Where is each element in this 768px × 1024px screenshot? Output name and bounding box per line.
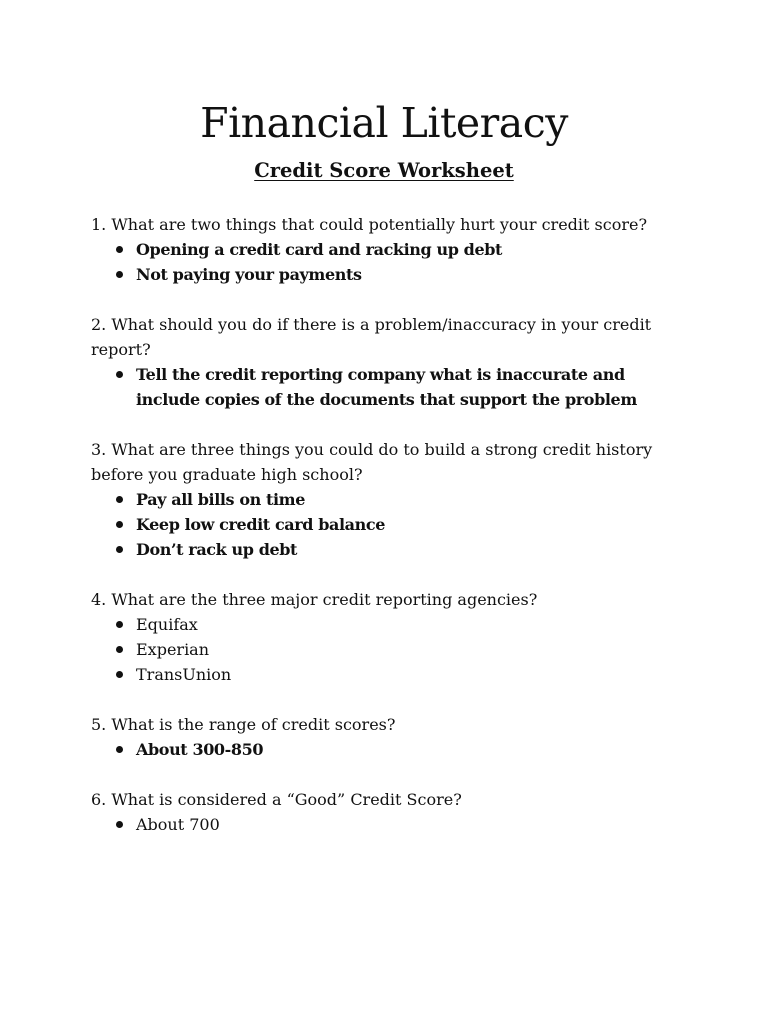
answer-list <box>91 487 691 562</box>
bullet-icon <box>116 621 123 628</box>
question-list <box>91 212 691 862</box>
question-text: 2. What should you do if there is a problem/inaccuracy in your credit report? <box>91 315 652 359</box>
answer-item <box>91 487 691 512</box>
answer-item <box>91 237 691 262</box>
answer-item <box>91 812 691 837</box>
answer-list <box>91 737 691 762</box>
bullet-icon <box>116 521 123 528</box>
answer-text: Tell the credit reporting company what is inaccurate and include copies of the documents that support the problem <box>136 365 637 409</box>
question-block <box>91 437 691 562</box>
question-text: 1. What are two things that could potentially hurt your credit score? <box>91 215 648 234</box>
answer-list <box>91 812 691 837</box>
answer-text: Equifax <box>136 615 198 634</box>
bullet-icon <box>116 271 123 278</box>
bullet-icon <box>116 246 123 253</box>
question-text: 3. What are three things you could do to build a strong credit history before you graduate high school? <box>91 440 653 484</box>
answer-list <box>91 612 691 687</box>
question-text: 5. What is the range of credit scores? <box>91 715 396 734</box>
answer-item <box>91 637 691 662</box>
question-block <box>91 712 691 762</box>
answer-item <box>91 612 691 637</box>
bullet-icon <box>116 371 123 378</box>
answer-item <box>91 362 691 412</box>
bullet-icon <box>116 496 123 503</box>
answer-text: Not paying your payments <box>136 265 362 284</box>
answer-text: Don’t rack up debt <box>136 540 298 559</box>
answer-item <box>91 537 691 562</box>
answer-text: About 700 <box>136 815 220 834</box>
answer-text: Keep low credit card balance <box>136 515 385 534</box>
bullet-icon <box>116 821 123 828</box>
answer-text: Experian <box>136 640 210 659</box>
bullet-icon <box>116 546 123 553</box>
answer-item <box>91 662 691 687</box>
page-title: Financial Literacy <box>200 99 568 147</box>
answer-item <box>91 512 691 537</box>
bullet-icon <box>116 646 123 653</box>
answer-item <box>91 737 691 762</box>
page-subtitle: Credit Score Worksheet <box>254 159 514 182</box>
question-text: 6. What is considered a “Good” Credit Score? <box>91 790 462 809</box>
bullet-icon <box>116 746 123 753</box>
answer-item <box>91 262 691 287</box>
answer-text: Opening a credit card and racking up debt <box>136 240 503 259</box>
answer-list <box>91 237 691 287</box>
answer-text: TransUnion <box>136 665 232 684</box>
answer-text: About 300-850 <box>136 740 264 759</box>
question-block <box>91 587 691 687</box>
question-block <box>91 312 691 412</box>
question-block <box>91 212 691 287</box>
question-text: 4. What are the three major credit reporting agencies? <box>91 590 538 609</box>
answer-text: Pay all bills on time <box>136 490 305 509</box>
bullet-icon <box>116 671 123 678</box>
answer-list <box>91 362 691 412</box>
question-block <box>91 787 691 837</box>
